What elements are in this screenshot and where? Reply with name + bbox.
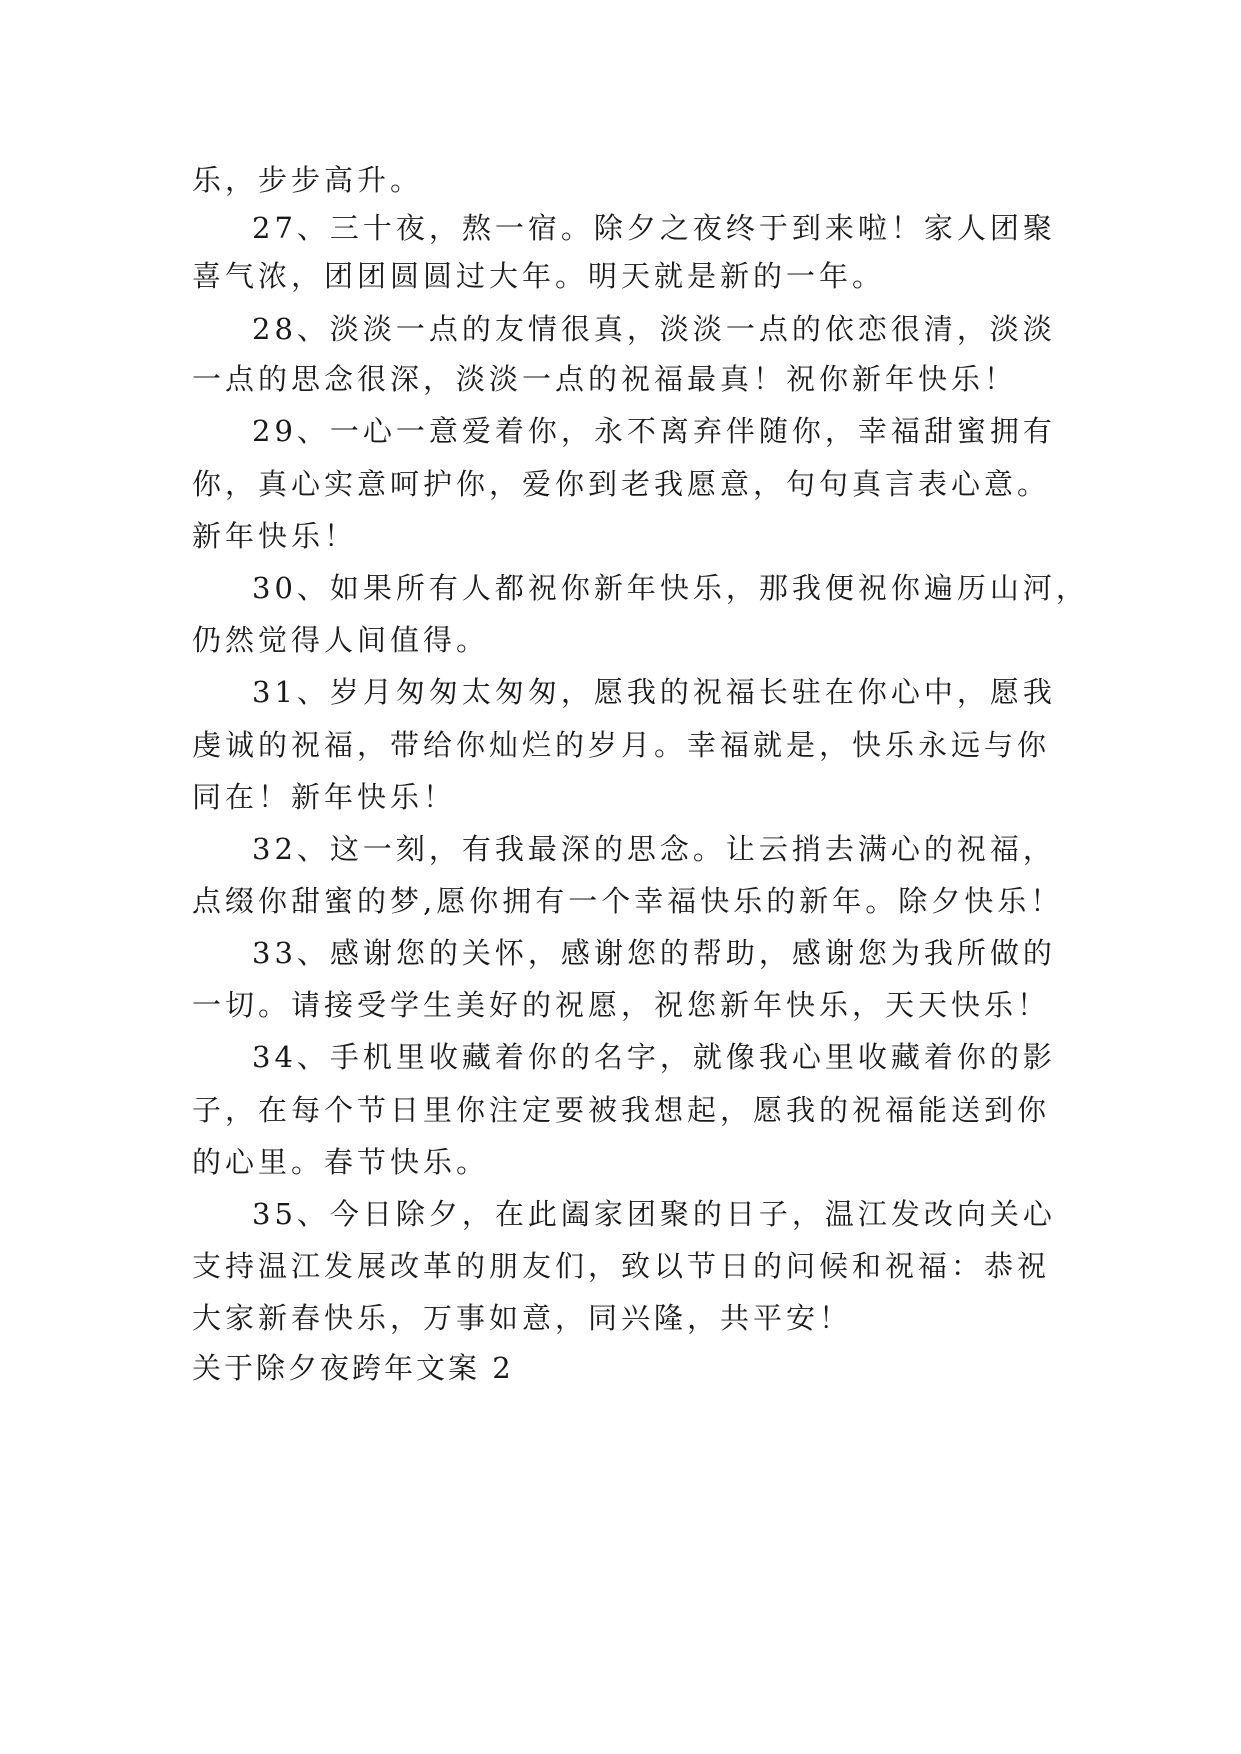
item-32-line-2: 点缀你甜蜜的梦,愿你拥有一个幸福快乐的新年。除夕快乐！ — [192, 884, 1064, 918]
item-34-line-1: 34、手机里收藏着你的名字，就像我心里收藏着你的影 — [252, 1040, 1056, 1074]
item-28-line-2: 一点的思念很深，淡淡一点的祝福最真！祝你新年快乐！ — [192, 362, 1018, 396]
item-35-line-2: 支持温江发展改革的朋友们，致以节日的问候和祝福：恭祝 — [192, 1249, 1051, 1283]
item-34-line-2: 子，在每个节日里你注定要被我想起，愿我的祝福能送到你 — [192, 1093, 1051, 1127]
item-30-line-2: 仍然觉得人间值得。 — [192, 623, 490, 657]
item-29-line-3: 新年快乐！ — [192, 519, 358, 553]
item-32-line-1: 32、这一刻，有我最深的思念。让云捎去满心的祝福， — [252, 832, 1056, 866]
item-31-line-1: 31、岁月匆匆太匆匆，愿我的祝福长驻在你心中，愿我 — [252, 675, 1056, 709]
item-28-line-1: 28、淡淡一点的友情很真，淡淡一点的依恋很清，淡淡 — [252, 312, 1056, 346]
item-29-line-1: 29、一心一意爱着你，永不离弃伴随你，幸福甜蜜拥有 — [252, 414, 1056, 448]
item-27-line-2: 喜气浓，团团圆圆过大年。明天就是新的一年。 — [192, 259, 886, 293]
item-31-line-3: 同在！新年快乐！ — [192, 780, 457, 814]
item-30-line-1: 30、如果所有人都祝你新年快乐，那我便祝你遍历山河， — [252, 571, 1089, 605]
item-34-line-3: 的心里。春节快乐。 — [192, 1145, 490, 1179]
item-33-line-2: 一切。请接受学生美好的祝愿，祝您新年快乐，天天快乐！ — [192, 988, 1051, 1022]
item-29-line-2: 你，真心实意呵护你，爱你到老我愿意，句句真言表心意。 — [192, 467, 1051, 501]
section-heading: 关于除夕夜跨年文案 2 — [192, 1351, 514, 1385]
item-35-line-1: 35、今日除夕，在此阖家团聚的日子，温江发改向关心 — [252, 1197, 1056, 1231]
item-27-line-1: 27、三十夜，熬一宿。除夕之夜终于到来啦！家人团聚 — [252, 211, 1056, 245]
text-line: 乐，步步高升。 — [192, 163, 424, 197]
item-33-line-1: 33、感谢您的关怀，感谢您的帮助，感谢您为我所做的 — [252, 936, 1056, 970]
item-35-line-3: 大家新春快乐，万事如意，同兴隆，共平安！ — [192, 1301, 853, 1335]
item-31-line-2: 虔诚的祝福，带给你灿烂的岁月。幸福就是，快乐永远与你 — [192, 728, 1051, 762]
